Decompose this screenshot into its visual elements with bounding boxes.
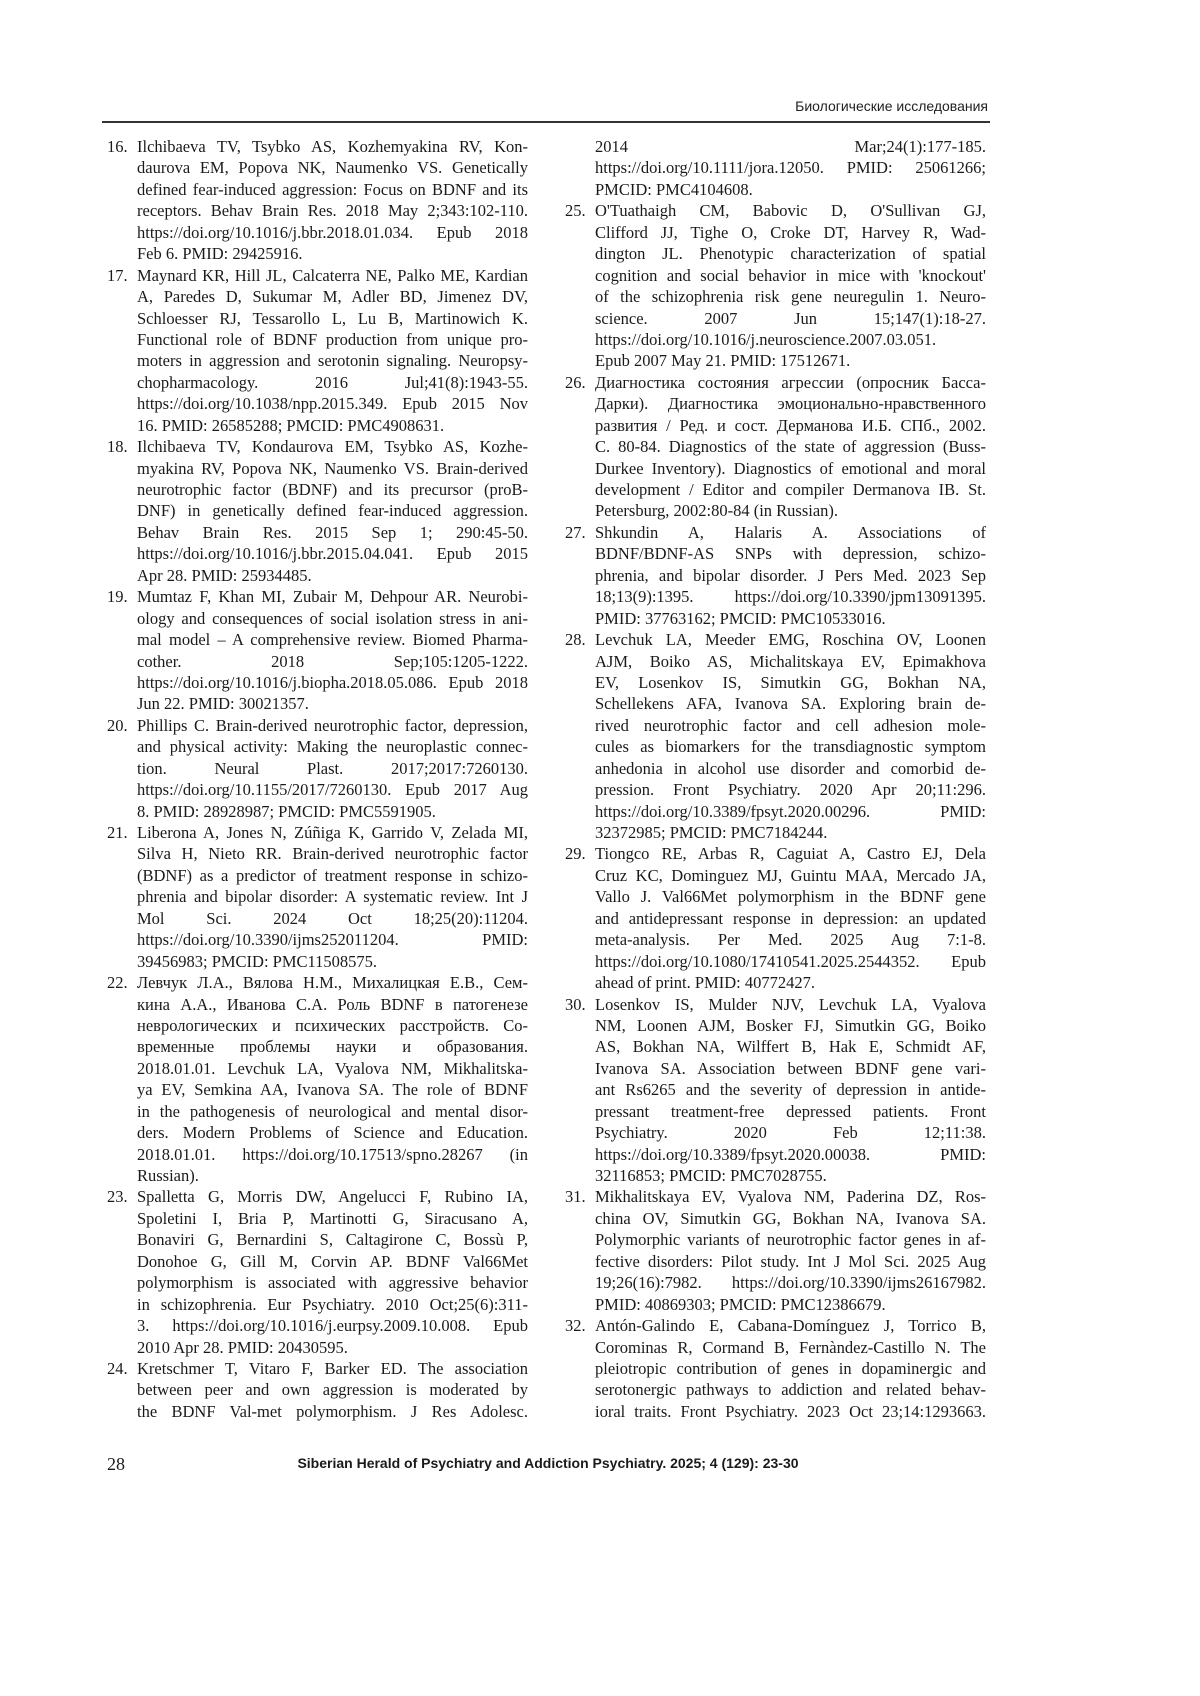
reference-number: 24. bbox=[107, 1358, 128, 1378]
reference-line bbox=[595, 843, 986, 864]
reference-item bbox=[565, 843, 985, 993]
reference-line bbox=[595, 479, 986, 500]
reference-line bbox=[595, 1186, 986, 1207]
reference-text: Durkee Inventory). Diagnostics of emotional and moral bbox=[595, 458, 986, 478]
reference-line bbox=[595, 972, 986, 993]
reference-text: defined fear-induced aggression: Focus on BDNF and its bbox=[137, 179, 528, 199]
reference-text: cother. 2018 Sep;105:1205-1222. bbox=[137, 651, 528, 671]
reference-text: polymorphism is associated with aggressive behavior bbox=[137, 1273, 528, 1293]
reference-line bbox=[595, 1229, 986, 1250]
reference-text: in schizophrenia. Eur Psychiatry. 2010 Oct;25(6):311- bbox=[137, 1294, 528, 1314]
reference-text: PMID: 40869303; PMCID: PMC12386679. bbox=[595, 1294, 886, 1314]
reference-text: ders. Modern Problems of Science and Education. bbox=[137, 1123, 528, 1143]
reference-line bbox=[595, 565, 986, 586]
reference-line bbox=[595, 715, 986, 736]
reference-number: 28. bbox=[565, 630, 586, 650]
reference-text: https://doi.org/10.1016/j.bbr.2018.01.034. Epub 2018 bbox=[137, 222, 528, 242]
reference-number: 22. bbox=[107, 973, 128, 993]
reference-text: 32372985; PMCID: PMC7184244. bbox=[595, 823, 828, 842]
reference-text: cules as biomarkers for the transdiagnostic symptom bbox=[595, 737, 986, 757]
reference-text: ant Rs6265 and the severity of depression in antide- bbox=[595, 1080, 986, 1100]
reference-text: Ivanova SA. Association between BDNF gene vari- bbox=[595, 1058, 986, 1078]
reference-item bbox=[565, 1186, 985, 1315]
reference-line bbox=[137, 479, 528, 500]
reference-text: Диагностика состояния агрессии (опросник Басса- bbox=[595, 372, 986, 392]
reference-line bbox=[595, 265, 986, 286]
reference-line bbox=[595, 179, 986, 200]
reference-line bbox=[595, 522, 986, 543]
reference-text: A, Paredes D, Sukumar M, Adler BD, Jimenez DV, bbox=[137, 287, 528, 307]
reference-line bbox=[595, 608, 986, 629]
reference-text: Feb 6. PMID: 29425916. bbox=[137, 244, 303, 264]
reference-text: 2010 Apr 28. PMID: 20430595. bbox=[137, 1337, 348, 1357]
reference-text: Mikhalitskaya EV, Vyalova NM, Paderina DZ, Ros- bbox=[595, 1187, 986, 1207]
reference-line bbox=[137, 1058, 528, 1079]
reference-line bbox=[137, 372, 528, 393]
reference-text: Polymorphic variants of neurotrophic factor genes in af- bbox=[595, 1230, 986, 1250]
reference-text: ology and consequences of social isolation stress in ani- bbox=[137, 608, 528, 628]
reference-text: Jun 22. PMID: 30021357. bbox=[137, 694, 309, 714]
reference-text: Donohoe G, Gill M, Corvin AP. BDNF Val66Met bbox=[137, 1251, 528, 1271]
reference-line bbox=[137, 1101, 528, 1122]
reference-line bbox=[137, 843, 528, 864]
reference-line bbox=[595, 779, 986, 800]
reference-line bbox=[137, 1294, 528, 1315]
reference-line bbox=[137, 908, 528, 929]
reference-text: Liberona A, Jones N, Zúñiga K, Garrido V, Zelada MI, bbox=[137, 823, 528, 842]
reference-line bbox=[137, 736, 528, 757]
reference-item bbox=[565, 136, 985, 200]
reference-text: DNF) in genetically defined fear-induced aggression. bbox=[137, 501, 528, 521]
reference-line bbox=[595, 1058, 986, 1079]
reference-line bbox=[595, 1315, 986, 1336]
reference-text: С. 80-84. Diagnostics of the state of aggression (Buss- bbox=[595, 437, 986, 457]
reference-line bbox=[595, 865, 986, 886]
reference-line bbox=[595, 1079, 986, 1100]
reference-text: chopharmacology. 2016 Jul;41(8):1943-55. bbox=[137, 372, 528, 392]
journal-citation: Siberian Herald of Psychiatry and Addiction Psychiatry. 2025; 4 (129): 23-30 bbox=[297, 1455, 799, 1471]
reference-line bbox=[595, 243, 986, 264]
reference-text: https://doi.org/10.1038/npp.2015.349. Epub 2015 Nov bbox=[137, 394, 528, 414]
page-number: 28 bbox=[107, 1454, 125, 1474]
reference-text: 32116853; PMCID: PMC7028755. bbox=[595, 1166, 827, 1185]
reference-line bbox=[137, 608, 528, 629]
reference-text: Tiongco RE, Arbas R, Caguiat A, Castro EJ, Dela bbox=[595, 844, 986, 864]
reference-text: 3. https://doi.org/10.1016/j.eurpsy.2009.10.008. Epub bbox=[137, 1316, 528, 1336]
reference-line bbox=[137, 1358, 528, 1379]
reference-line bbox=[595, 822, 986, 843]
reference-line bbox=[137, 629, 528, 650]
reference-text: Ilchibaeva TV, Tsybko AS, Kozhemyakina RV, Kon- bbox=[137, 137, 528, 156]
reference-item bbox=[107, 715, 527, 822]
reference-text: Maynard KR, Hill JL, Calcaterra NE, Palko ME, Kardian bbox=[137, 265, 528, 285]
reference-text: Дарки). Диагностика эмоционально-нравственного bbox=[595, 394, 986, 414]
reference-text: ya EV, Semkina AA, Ivanova SA. The role of BDNF bbox=[137, 1080, 528, 1100]
reference-line bbox=[595, 286, 986, 307]
reference-line bbox=[137, 393, 528, 414]
reference-line bbox=[137, 179, 528, 200]
header-rule bbox=[102, 121, 990, 123]
reference-text: Schloesser RJ, Tessarollo L, Lu B, Martinowich K. bbox=[137, 308, 528, 328]
reference-text: Spalletta G, Morris DW, Angelucci F, Rubino IA, bbox=[137, 1187, 528, 1207]
reference-text: Kretschmer T, Vitaro F, Barker ED. The association bbox=[137, 1358, 528, 1378]
reference-text: Mumtaz F, Khan MI, Zubair M, Dehpour AR. Neurobi- bbox=[137, 587, 528, 607]
reference-text: Левчук Л.А., Вялова Н.М., Михалицкая Е.В., Сем- bbox=[137, 973, 528, 993]
reference-text: Corominas R, Cormand B, Fernàndez-Castillo N. The bbox=[595, 1337, 986, 1357]
reference-text: Epub 2007 May 21. PMID: 17512671. bbox=[595, 351, 851, 371]
reference-text: ioral traits. Front Psychiatry. 2023 Oct 23;14:1293663. bbox=[595, 1401, 986, 1421]
reference-text: meta-analysis. Per Med. 2025 Aug 7:1-8. bbox=[595, 930, 986, 950]
reference-text: Behav Brain Res. 2015 Sep 1; 290:45-50. bbox=[137, 522, 528, 542]
reference-text: Antón-Galindo E, Cabana-Domínguez J, Torrico B, bbox=[595, 1316, 986, 1336]
reference-line bbox=[595, 222, 986, 243]
reference-item bbox=[107, 822, 527, 972]
reference-item bbox=[565, 994, 985, 1187]
reference-number: 25. bbox=[565, 201, 586, 221]
reference-number: 27. bbox=[565, 522, 586, 542]
reference-text: Functional role of BDNF production from unique pro- bbox=[137, 329, 528, 349]
reference-line bbox=[595, 758, 986, 779]
reference-item bbox=[565, 200, 985, 372]
reference-text: Ilchibaeva TV, Kondaurova EM, Tsybko AS, Kozhe- bbox=[137, 437, 528, 457]
reference-line bbox=[595, 1337, 986, 1358]
reference-line bbox=[595, 329, 986, 350]
reference-line bbox=[595, 994, 986, 1015]
reference-line bbox=[137, 1337, 528, 1358]
reference-text: mal model – A comprehensive review. Biomed Pharma- bbox=[137, 630, 528, 650]
reference-number: 30. bbox=[565, 994, 586, 1014]
reference-line bbox=[137, 715, 528, 736]
reference-number: 29. bbox=[565, 844, 586, 864]
reference-line bbox=[137, 1036, 528, 1057]
reference-line bbox=[595, 136, 986, 157]
reference-line bbox=[595, 951, 986, 972]
reference-text: pression. Front Psychiatry. 2020 Apr 20;11:296. bbox=[595, 780, 986, 800]
reference-line bbox=[137, 308, 528, 329]
reference-text: serotonergic pathways to addiction and related behav- bbox=[595, 1380, 986, 1400]
reference-item bbox=[565, 372, 985, 522]
reference-text: 2018.01.01. https://doi.org/10.17513/spno.28267 (in bbox=[137, 1144, 528, 1164]
reference-item bbox=[107, 1358, 527, 1422]
reference-line bbox=[137, 1186, 528, 1207]
reference-line bbox=[595, 500, 986, 521]
reference-line bbox=[137, 350, 528, 371]
reference-text: daurova EM, Popova NK, Naumenko VS. Genetically bbox=[137, 158, 528, 178]
reference-text: pressant treatment-free depressed patients. Front bbox=[595, 1101, 986, 1121]
reference-line bbox=[137, 994, 528, 1015]
reference-item bbox=[107, 1186, 527, 1358]
reference-line bbox=[137, 1401, 528, 1422]
reference-line bbox=[595, 543, 986, 564]
reference-number: 19. bbox=[107, 587, 128, 607]
reference-text: Silva H, Nieto RR. Brain-derived neurotrophic factor bbox=[137, 844, 528, 864]
reference-text: https://doi.org/10.1155/2017/7260130. Epub 2017 Aug bbox=[137, 780, 528, 800]
reference-line bbox=[137, 436, 528, 457]
reference-text: https://doi.org/10.1016/j.biopha.2018.05.086. Epub 2018 bbox=[137, 672, 528, 692]
reference-line bbox=[595, 350, 986, 371]
reference-number: 32. bbox=[565, 1316, 586, 1336]
reference-line bbox=[137, 779, 528, 800]
reference-line bbox=[595, 1294, 986, 1315]
reference-item bbox=[107, 136, 527, 265]
reference-line bbox=[137, 801, 528, 822]
reference-text: https://doi.org/10.3389/fpsyt.2020.00296. PMID: bbox=[595, 801, 986, 821]
reference-text: развития / Ред. и сост. Дерманова И.Б. СПб., 2002. bbox=[595, 415, 986, 435]
reference-item bbox=[107, 972, 527, 1186]
reference-text: 19;26(16):7982. https://doi.org/10.3390/ijms26167982. bbox=[595, 1273, 986, 1293]
reference-text: Phillips C. Brain-derived neurotrophic factor, depression, bbox=[137, 715, 528, 735]
reference-line bbox=[137, 1144, 528, 1165]
references-right-column bbox=[565, 136, 985, 1422]
reference-line bbox=[595, 1379, 986, 1400]
reference-line bbox=[137, 586, 528, 607]
reference-text: and antidepressant response in depression: an updated bbox=[595, 908, 986, 928]
reference-line bbox=[137, 329, 528, 350]
reference-line bbox=[137, 865, 528, 886]
reference-line bbox=[137, 693, 528, 714]
reference-text: Schellekens AFA, Ivanova SA. Exploring brain de- bbox=[595, 694, 986, 714]
reference-number: 26. bbox=[565, 372, 586, 392]
reference-text: Shkundin A, Halaris A. Associations of bbox=[595, 522, 986, 542]
reference-item bbox=[565, 522, 985, 629]
reference-text: AS, Bokhan NA, Wilffert B, Hak E, Schmidt AF, bbox=[595, 1037, 986, 1057]
reference-line bbox=[137, 972, 528, 993]
reference-number: 21. bbox=[107, 823, 128, 842]
reference-text: Clifford JJ, Tighe O, Croke DT, Harvey R, Wad- bbox=[595, 222, 986, 242]
reference-text: 16. PMID: 26585288; PMCID: PMC4908631. bbox=[137, 415, 445, 435]
reference-text: in the pathogenesis of neurological and mental disor- bbox=[137, 1101, 528, 1121]
reference-line bbox=[137, 1272, 528, 1293]
reference-line bbox=[137, 1079, 528, 1100]
reference-line bbox=[137, 522, 528, 543]
reference-line bbox=[595, 1144, 986, 1165]
reference-text: tion. Neural Plast. 2017;2017:7260130. bbox=[137, 758, 528, 778]
reference-line bbox=[137, 1122, 528, 1143]
reference-text: https://doi.org/10.1016/j.neuroscience.2007.03.051. bbox=[595, 329, 937, 349]
reference-line bbox=[137, 651, 528, 672]
reference-text: BDNF/BDNF-AS SNPs with depression, schizo- bbox=[595, 544, 986, 564]
reference-text: rived neurotrophic factor and cell adhesion mole- bbox=[595, 715, 986, 735]
reference-line bbox=[137, 243, 528, 264]
reference-text: Losenkov IS, Mulder NJV, Levchuk LA, Vyalova bbox=[595, 994, 986, 1014]
reference-text: PMCID: PMC4104608. bbox=[595, 179, 753, 199]
reference-line bbox=[595, 1165, 986, 1186]
reference-text: between peer and own aggression is moderated by bbox=[137, 1380, 528, 1400]
reference-text: anhedonia in alcohol use disorder and comorbid de- bbox=[595, 758, 986, 778]
reference-line bbox=[595, 651, 986, 672]
reference-line bbox=[137, 1208, 528, 1229]
reference-line bbox=[137, 222, 528, 243]
reference-text: neurotrophic factor (BDNF) and its precursor (proB- bbox=[137, 480, 528, 499]
reference-line bbox=[595, 908, 986, 929]
reference-text: Apr 28. PMID: 25934485. bbox=[137, 565, 312, 585]
reference-text: ahead of print. PMID: 40772427. bbox=[595, 973, 815, 993]
reference-text: myakina RV, Popova NK, Naumenko VS. Brain-derived bbox=[137, 458, 528, 478]
reference-line bbox=[137, 1379, 528, 1400]
reference-text: dington JL. Phenotypic characterization of spatial bbox=[595, 244, 986, 264]
reference-line bbox=[137, 1229, 528, 1250]
reference-line bbox=[595, 672, 986, 693]
reference-line bbox=[137, 543, 528, 564]
reference-line bbox=[595, 308, 986, 329]
reference-number: 23. bbox=[107, 1187, 128, 1207]
reference-text: receptors. Behav Brain Res. 2018 May 2;343:102-110. bbox=[137, 201, 528, 221]
reference-line bbox=[595, 1272, 986, 1293]
reference-line bbox=[595, 629, 986, 650]
reference-line bbox=[137, 1315, 528, 1336]
reference-line bbox=[137, 1251, 528, 1272]
reference-text: Psychiatry. 2020 Feb 12;11:38. bbox=[595, 1123, 986, 1143]
reference-text: https://doi.org/10.1111/jora.12050. PMID: 25061266; bbox=[595, 158, 986, 178]
reference-line bbox=[595, 1101, 986, 1122]
reference-text: Mol Sci. 2024 Oct 18;25(20):11204. bbox=[137, 908, 528, 928]
reference-line bbox=[595, 1036, 986, 1057]
reference-text: 2018.01.01. Levchuk LA, Vyalova NM, Mikhalitska- bbox=[137, 1058, 528, 1078]
reference-text: Levchuk LA, Meeder EMG, Roschina OV, Loonen bbox=[595, 630, 986, 650]
reference-line bbox=[137, 822, 528, 843]
reference-text: fective disorders: Pilot study. Int J Mol Sci. 2025 Aug bbox=[595, 1251, 986, 1271]
reference-text: NM, Loonen AJM, Bosker FJ, Simutkin GG, Boiko bbox=[595, 1015, 986, 1035]
reference-line bbox=[137, 136, 528, 157]
reference-line bbox=[137, 1165, 528, 1186]
reference-line bbox=[595, 886, 986, 907]
reference-line bbox=[137, 200, 528, 221]
reference-text: development / Editor and compiler Dermanova IB. St. bbox=[595, 480, 986, 499]
reference-number: 16. bbox=[107, 137, 128, 156]
reference-line bbox=[137, 951, 528, 972]
reference-item bbox=[565, 1315, 985, 1422]
reference-text: https://doi.org/10.1016/j.bbr.2015.04.041. Epub 2015 bbox=[137, 544, 528, 564]
reference-text: AJM, Boiko AS, Michalitskaya EV, Epimakhova bbox=[595, 651, 986, 671]
reference-text: cognition and social behavior in mice with 'knockout' bbox=[595, 265, 986, 285]
reference-line bbox=[137, 886, 528, 907]
reference-number: 20. bbox=[107, 715, 128, 735]
reference-line bbox=[137, 672, 528, 693]
reference-number: 31. bbox=[565, 1187, 586, 1207]
reference-line bbox=[595, 157, 986, 178]
reference-text: 39456983; PMCID: PMC11508575. bbox=[137, 951, 378, 971]
reference-text: and physical activity: Making the neuroplastic connec- bbox=[137, 737, 528, 757]
reference-line bbox=[595, 458, 986, 479]
reference-text: Spoletini I, Bria P, Martinotti G, Siracusano A, bbox=[137, 1208, 528, 1228]
reference-number: 17. bbox=[107, 265, 128, 285]
reference-number: 18. bbox=[107, 437, 128, 457]
reference-text: of the schizophrenia risk gene neuregulin 1. Neuro- bbox=[595, 287, 986, 307]
reference-text: кина А.А., Иванова С.А. Роль BDNF в патогенезе bbox=[137, 994, 528, 1014]
reference-item bbox=[107, 265, 527, 437]
reference-line bbox=[595, 372, 986, 393]
reference-item bbox=[107, 436, 527, 586]
reference-text: china OV, Simutkin GG, Bokhan NA, Ivanova SA. bbox=[595, 1208, 986, 1228]
reference-text: неврологических и психических расстройств. Со- bbox=[137, 1015, 528, 1035]
reference-text: moters in aggression and serotonin signaling. Neuropsy- bbox=[137, 351, 528, 371]
reference-text: science. 2007 Jun 15;147(1):18-27. bbox=[595, 308, 986, 328]
reference-line bbox=[137, 415, 528, 436]
reference-line bbox=[595, 1358, 986, 1379]
reference-line bbox=[595, 1015, 986, 1036]
reference-line bbox=[137, 157, 528, 178]
reference-text: Cruz KC, Dominguez MJ, Guintu MAA, Mercado JA, bbox=[595, 865, 986, 885]
reference-line bbox=[595, 1401, 986, 1422]
reference-line bbox=[595, 736, 986, 757]
reference-text: https://doi.org/10.3390/ijms252011204. PMID: bbox=[137, 930, 528, 950]
reference-item bbox=[565, 629, 985, 843]
reference-line bbox=[595, 200, 986, 221]
reference-line bbox=[595, 929, 986, 950]
reference-text: EV, Losenkov IS, Simutkin GG, Bokhan NA, bbox=[595, 672, 986, 692]
reference-line bbox=[137, 265, 528, 286]
reference-text: 2014 Mar;24(1):177-185. bbox=[595, 137, 986, 156]
reference-text: 8. PMID: 28928987; PMCID: PMC5591905. bbox=[137, 801, 436, 821]
reference-text: O'Tuathaigh CM, Babovic D, O'Sullivan GJ, bbox=[595, 201, 986, 221]
reference-line bbox=[137, 929, 528, 950]
reference-line bbox=[595, 1208, 986, 1229]
reference-line bbox=[137, 458, 528, 479]
reference-text: phrenia and bipolar disorder: A systematic review. Int J bbox=[137, 887, 528, 907]
reference-line bbox=[137, 565, 528, 586]
reference-line bbox=[137, 758, 528, 779]
reference-line bbox=[595, 586, 986, 607]
reference-line bbox=[137, 1015, 528, 1036]
reference-text: Russian). bbox=[137, 1166, 199, 1185]
reference-text: the BDNF Val-met polymorphism. J Res Adolesc. bbox=[137, 1401, 528, 1421]
reference-text: https://doi.org/10.3389/fpsyt.2020.00038. PMID: bbox=[595, 1144, 986, 1164]
reference-line bbox=[595, 1251, 986, 1272]
reference-line bbox=[137, 500, 528, 521]
reference-text: pleiotropic contribution of genes in dopaminergic and bbox=[595, 1358, 986, 1378]
reference-line bbox=[595, 693, 986, 714]
reference-text: Vallo J. Val66Met polymorphism in the BDNF gene bbox=[595, 887, 986, 907]
reference-text: (BDNF) as a predictor of treatment response in schizo- bbox=[137, 865, 528, 885]
reference-text: временные проблемы науки и образования. bbox=[137, 1037, 528, 1057]
reference-text: Bonaviri G, Bernardini S, Caltagirone C, Bossù P, bbox=[137, 1230, 528, 1250]
reference-line bbox=[595, 415, 986, 436]
reference-line bbox=[595, 436, 986, 457]
references-left-column bbox=[107, 136, 527, 1422]
reference-line bbox=[595, 393, 986, 414]
reference-line bbox=[137, 286, 528, 307]
reference-text: 18;13(9):1395. https://doi.org/10.3390/jpm13091395. bbox=[595, 587, 986, 607]
reference-text: Petersburg, 2002:80-84 (in Russian). bbox=[595, 501, 839, 521]
reference-text: https://doi.org/10.1080/17410541.2025.2544352. Epub bbox=[595, 951, 986, 971]
reference-item bbox=[107, 586, 527, 715]
running-head-section: Биологические исследования bbox=[795, 98, 988, 114]
reference-text: phrenia, and bipolar disorder. J Pers Med. 2023 Sep bbox=[595, 565, 986, 585]
reference-line bbox=[595, 801, 986, 822]
reference-line bbox=[595, 1122, 986, 1143]
reference-text: PMID: 37763162; PMCID: PMC10533016. bbox=[595, 608, 886, 628]
